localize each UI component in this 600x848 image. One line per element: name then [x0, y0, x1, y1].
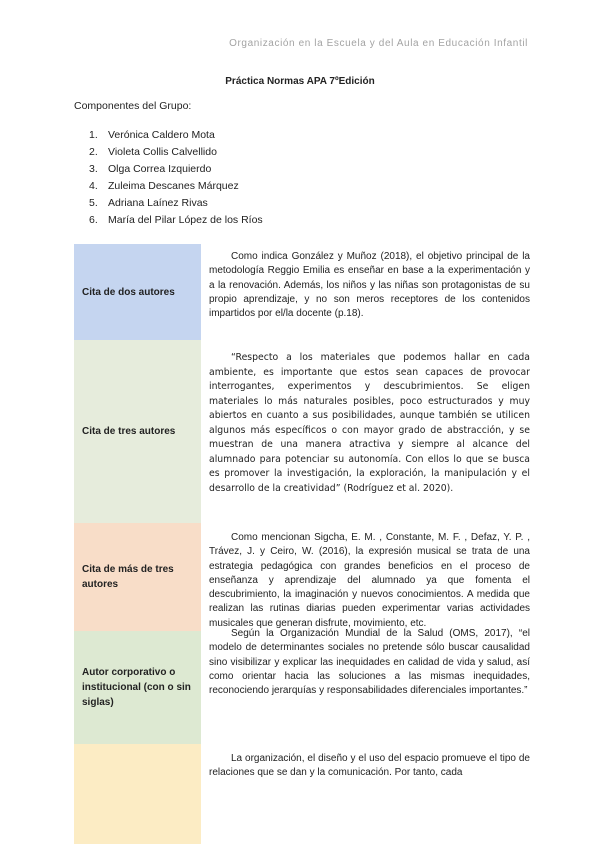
- components-label: Componentes del Grupo:: [74, 100, 192, 112]
- table-row: [74, 744, 534, 844]
- table-row: [74, 340, 534, 523]
- row-label: Autor corporativo o institucional (con o sin siglas): [74, 631, 201, 744]
- member-name: Verónica Caldero Mota: [108, 129, 215, 141]
- list-item: [89, 195, 263, 212]
- list-item: [89, 127, 263, 144]
- table-row: [74, 628, 534, 744]
- list-item: [89, 178, 263, 195]
- list-number: 4.: [89, 180, 98, 192]
- member-name: Violeta Collis Calvellido: [108, 146, 217, 158]
- list-number: 5.: [89, 197, 98, 209]
- row-label: Cita de dos autores: [74, 244, 201, 340]
- list-item: [89, 161, 263, 178]
- row-label: Cita de tres autores: [74, 340, 201, 523]
- list-number: 1.: [89, 129, 98, 141]
- row-label: [74, 744, 201, 844]
- member-list: [89, 127, 263, 229]
- citation-table: [74, 244, 534, 844]
- member-name: Olga Correa Izquierdo: [108, 163, 212, 175]
- document-title: Práctica Normas APA 7ºEdición: [225, 76, 375, 87]
- list-number: 6.: [89, 214, 98, 226]
- page-header: Organización en la Escuela y del Aula en Educación Infantil: [229, 38, 528, 49]
- list-item: [89, 144, 263, 161]
- table-row: [74, 244, 534, 340]
- member-name: Zuleima Descanes Márquez: [108, 180, 239, 192]
- list-number: 2.: [89, 146, 98, 158]
- list-item: [89, 212, 263, 229]
- row-label: Cita de más de tres autores: [74, 523, 201, 631]
- citation-text: Como indica González y Muñoz (2018), el objetivo principal de la metodología Reggio Emilia es enseñar en base a la experimentación y a la renovación. Además, los niños y las niñas son protagonistas de su propio aprendizaje, y no son meros receptores de los contenidos impartidos por el/la docente (p.18).: [209, 251, 530, 320]
- citation-text: “Respecto a los materiales que podemos hallar en cada ambiente, es importante que estos sean capaces de provocar interrogantes, experimentos y descubrimientos. Se eligen materiales lo más naturales posibles, poco estructurados y muy abiertos en cuanto a sus posibilidades, aunque también se utilicen algunos más específicos o con mayor grado de abstracción, y se muestran de una manera atractiva y siempre al alcance del alumnado para potenciar su autonomía. Con ellos lo que se busca es promover la investigación, la exploración, la manipulación y el desarrollo de la creatividad” (Rodríguez et al. 2020).: [209, 352, 530, 494]
- member-name: María del Pilar López de los Ríos: [108, 214, 263, 226]
- citation-text: Según la Organización Mundial de la Salud (OMS, 2017), “el modelo de determinantes sociales no pretende sólo buscar causalidad sino visibilizar y explicar las inequidades en calidad de vida y salud, así como orientar hacia las soluciones a las mismas inequidades, reconociendo jerarquías y responsabilidades diferenciales importantes.”: [209, 628, 530, 697]
- citation-text: La organización, el diseño y el uso del espacio promueve el tipo de relaciones que se dan y la comunicación. Por tanto, cada: [209, 753, 530, 779]
- citation-text: Como mencionan Sigcha, E. M. , Constante, M. F. , Defaz, Y. P. , Trávez, J. y Ceiro, W. (2016), la expresión musical se trata de una estrategia pedagógica con grandes beneficios en el proceso de enseñanza y aprendizaje del alumnado ya que fomenta el descubrimiento, la imaginación y nuevos conocimientos. A medida que realizan las rutinas diarias pueden experimentar varias actividades musicales que generan disfrute, movimiento, etc.: [209, 532, 530, 629]
- table-row: [74, 523, 534, 631]
- list-number: 3.: [89, 163, 98, 175]
- member-name: Adriana Laínez Rivas: [108, 197, 208, 209]
